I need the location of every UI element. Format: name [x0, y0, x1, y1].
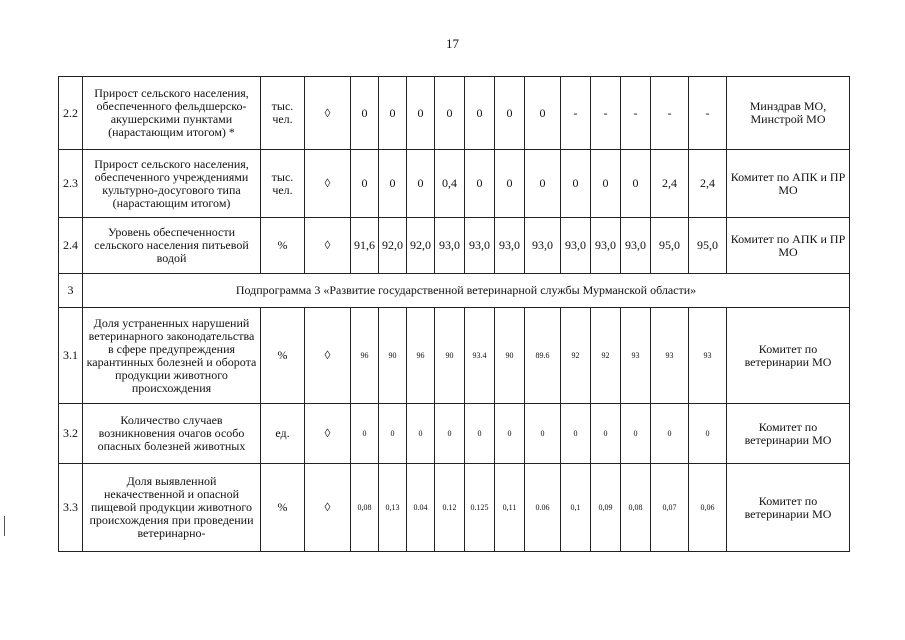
value-cell: 0	[435, 77, 465, 150]
indicator-name: Доля выявленной некачественной и опасной пищевой продукции животного происхождения при проведении ветеринарно-	[83, 464, 261, 552]
value-cell: 0	[495, 404, 525, 464]
mark-glyph: ◊	[305, 464, 351, 552]
value-cell: 2,4	[689, 150, 727, 218]
value-cell: 0	[435, 404, 465, 464]
value-cell: 0.125	[465, 464, 495, 552]
table-row	[59, 308, 850, 404]
value-cell: 93	[651, 308, 689, 404]
value-cell: 93	[621, 308, 651, 404]
value-cell: 93,0	[435, 218, 465, 274]
value-cell: 92	[561, 308, 591, 404]
value-cell: 93,0	[465, 218, 495, 274]
value-cell: 0	[407, 404, 435, 464]
unit-cell: %	[261, 308, 305, 404]
table-row	[59, 218, 850, 274]
table-row	[59, 150, 850, 218]
value-cell: -	[591, 77, 621, 150]
mark-glyph: ◊	[305, 77, 351, 150]
indicator-name: Прирост сельского населения, обеспеченного фельдшерско-акушерскими пунктами (нарастающим итогом) *	[83, 77, 261, 150]
value-cell: 93,0	[591, 218, 621, 274]
value-cell: 0,07	[651, 464, 689, 552]
unit-cell: тыс. чел.	[261, 77, 305, 150]
responsible-body: Комитет по АПК и ПР МО	[727, 218, 850, 274]
value-cell: 90	[379, 308, 407, 404]
value-cell: 0,08	[351, 464, 379, 552]
indicator-name: Доля устраненных нарушений ветеринарного законодательства в сфере предупреждения карантинных болезней и оборота продукции животного происхождения	[83, 308, 261, 404]
mark-glyph: ◊	[305, 308, 351, 404]
value-cell: 0	[465, 404, 495, 464]
value-cell: 92,0	[379, 218, 407, 274]
value-cell: -	[651, 77, 689, 150]
value-cell: 92	[591, 308, 621, 404]
value-cell: 95,0	[651, 218, 689, 274]
table-row	[59, 464, 850, 552]
value-cell: 0	[351, 150, 379, 218]
row-number: 2.3	[59, 150, 83, 218]
value-cell: 93,0	[561, 218, 591, 274]
value-cell: 0	[621, 150, 651, 218]
value-cell: 96	[407, 308, 435, 404]
page-number: 17	[446, 36, 459, 51]
value-cell: 93	[689, 308, 727, 404]
value-cell: 0	[591, 404, 621, 464]
responsible-body: Комитет по ветеринарии МО	[727, 308, 850, 404]
responsible-body: Комитет по ветеринарии МО	[727, 464, 850, 552]
value-cell: 91,6	[351, 218, 379, 274]
value-cell: 0,13	[379, 464, 407, 552]
responsible-body: Минздрав МО, Минстрой МО	[727, 77, 850, 150]
value-cell: 89.6	[525, 308, 561, 404]
value-cell: 0	[525, 150, 561, 218]
unit-cell: ед.	[261, 404, 305, 464]
value-cell: 0	[407, 77, 435, 150]
value-cell: 0	[351, 77, 379, 150]
value-cell: 93.4	[465, 308, 495, 404]
indicators-table	[58, 76, 850, 552]
value-cell: 0,09	[591, 464, 621, 552]
value-cell: 93,0	[621, 218, 651, 274]
value-cell: 0,08	[621, 464, 651, 552]
section-row	[59, 274, 850, 308]
value-cell: 0.06	[525, 464, 561, 552]
value-cell: 0.04	[407, 464, 435, 552]
value-cell: 0	[561, 150, 591, 218]
unit-cell: тыс. чел.	[261, 150, 305, 218]
value-cell: 0	[465, 150, 495, 218]
value-cell: 0	[651, 404, 689, 464]
value-cell: 0	[525, 404, 561, 464]
value-cell: 0	[379, 404, 407, 464]
value-cell: 0	[621, 404, 651, 464]
value-cell: 0	[379, 150, 407, 218]
value-cell: 0,06	[689, 464, 727, 552]
value-cell: 0	[379, 77, 407, 150]
row-number: 3.2	[59, 404, 83, 464]
value-cell: 0	[561, 404, 591, 464]
value-cell: 93,0	[525, 218, 561, 274]
mark-glyph: ◊	[305, 150, 351, 218]
value-cell: 0	[351, 404, 379, 464]
row-number: 3.1	[59, 308, 83, 404]
value-cell: 0	[495, 150, 525, 218]
value-cell: -	[621, 77, 651, 150]
value-cell: 0,11	[495, 464, 525, 552]
table-row	[59, 77, 850, 150]
value-cell: 0,4	[435, 150, 465, 218]
value-cell: 0.12	[435, 464, 465, 552]
unit-cell: %	[261, 464, 305, 552]
value-cell: 0	[689, 404, 727, 464]
value-cell: 95,0	[689, 218, 727, 274]
row-number: 2.2	[59, 77, 83, 150]
row-number: 3.3	[59, 464, 83, 552]
responsible-body: Комитет по АПК и ПР МО	[727, 150, 850, 218]
value-cell: 93,0	[495, 218, 525, 274]
value-cell: -	[689, 77, 727, 150]
indicator-name: Прирост сельского населения, обеспеченного учреждениями культурно-досугового типа (нарастающим итогом)	[83, 150, 261, 218]
value-cell: 0	[525, 77, 561, 150]
value-cell: 96	[351, 308, 379, 404]
section-title: Подпрограмма 3 «Развитие государственной ветеринарной службы Мурманской области»	[83, 274, 850, 308]
value-cell: 0	[495, 77, 525, 150]
value-cell: -	[561, 77, 591, 150]
row-number: 2.4	[59, 218, 83, 274]
scan-artifact	[4, 516, 5, 536]
value-cell: 90	[435, 308, 465, 404]
table-row	[59, 404, 850, 464]
mark-glyph: ◊	[305, 404, 351, 464]
value-cell: 90	[495, 308, 525, 404]
value-cell: 2,4	[651, 150, 689, 218]
indicator-name: Уровень обеспеченности сельского населения питьевой водой	[83, 218, 261, 274]
indicator-name: Количество случаев возникновения очагов особо опасных болезней животных	[83, 404, 261, 464]
responsible-body: Комитет по ветеринарии МО	[727, 404, 850, 464]
value-cell: 0	[407, 150, 435, 218]
value-cell: 0	[465, 77, 495, 150]
section-number: 3	[59, 274, 83, 308]
unit-cell: %	[261, 218, 305, 274]
value-cell: 0,1	[561, 464, 591, 552]
value-cell: 0	[591, 150, 621, 218]
value-cell: 92,0	[407, 218, 435, 274]
mark-glyph: ◊	[305, 218, 351, 274]
